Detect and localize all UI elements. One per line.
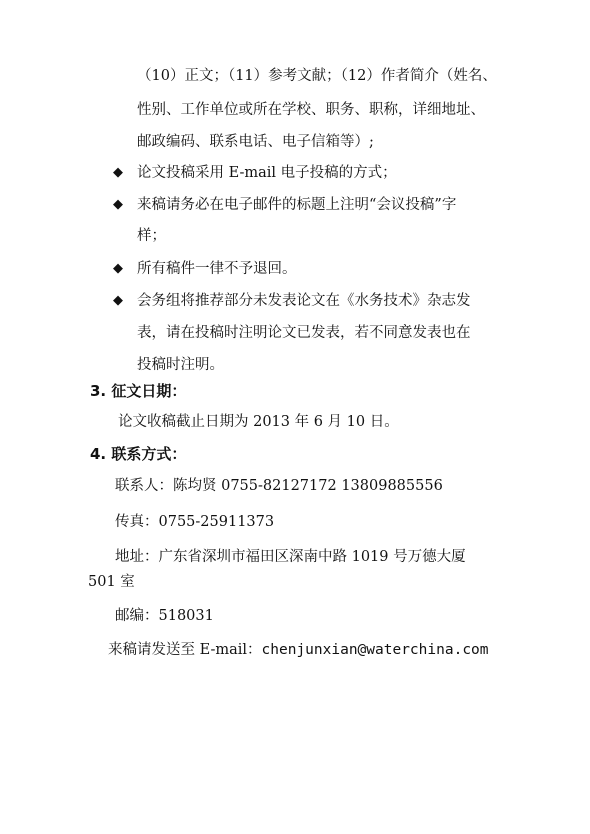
bullet-journal-line-2: 表，请在投稿时注明论文已发表，若不同意发表也在 bbox=[137, 325, 471, 341]
section-4-heading: 4. 联系方式： bbox=[90, 445, 187, 463]
requirements-line-1: （10）正文；（11）参考文献；（12）作者简介（姓名、 bbox=[137, 68, 497, 84]
address-line-1: 地址：广东省深圳市福田区深南中路 1019 号万德大厦 bbox=[115, 549, 466, 565]
deadline-text: 论文收稿截止日期为 2013 年 6 月 10 日。 bbox=[118, 414, 399, 430]
diamond-bullet-icon: ◆ bbox=[113, 165, 123, 180]
contact-person: 联系人：陈均贤 0755-82127172 13809885556 bbox=[115, 478, 443, 494]
diamond-bullet-icon: ◆ bbox=[113, 197, 123, 212]
requirements-line-2: 性别、工作单位或所在学校、职务、职称，详细地址、 bbox=[137, 102, 485, 118]
requirements-line-3: 邮政编码、联系电话、电子信箱等）; bbox=[137, 134, 374, 150]
email-label: 来稿请发送至 E-mail： bbox=[108, 642, 262, 658]
postcode: 邮编：518031 bbox=[115, 608, 214, 624]
address-line-2: 501 室 bbox=[88, 574, 135, 590]
diamond-bullet-icon: ◆ bbox=[113, 261, 123, 276]
email-line bbox=[108, 640, 489, 660]
fax-number: 传真：0755-25911373 bbox=[115, 514, 275, 530]
bullet-subject-note-line-2: 样； bbox=[137, 228, 166, 244]
diamond-bullet-icon: ◆ bbox=[113, 293, 123, 308]
section-3-heading: 3. 征文日期： bbox=[90, 382, 187, 400]
bullet-email-submission: 论文投稿采用 E-mail 电子投稿的方式； bbox=[137, 165, 397, 181]
bullet-journal-line-1: 会务组将推荐部分未发表论文在《水务技术》杂志发 bbox=[137, 293, 471, 309]
email-address: chenjunxian@waterchina.com bbox=[261, 642, 489, 658]
bullet-subject-note-line-1: 来稿请务必在电子邮件的标题上注明“会议投稿”字 bbox=[137, 197, 457, 213]
bullet-journal-line-3: 投稿时注明。 bbox=[137, 357, 224, 373]
bullet-no-return: 所有稿件一律不予退回。 bbox=[137, 261, 297, 277]
